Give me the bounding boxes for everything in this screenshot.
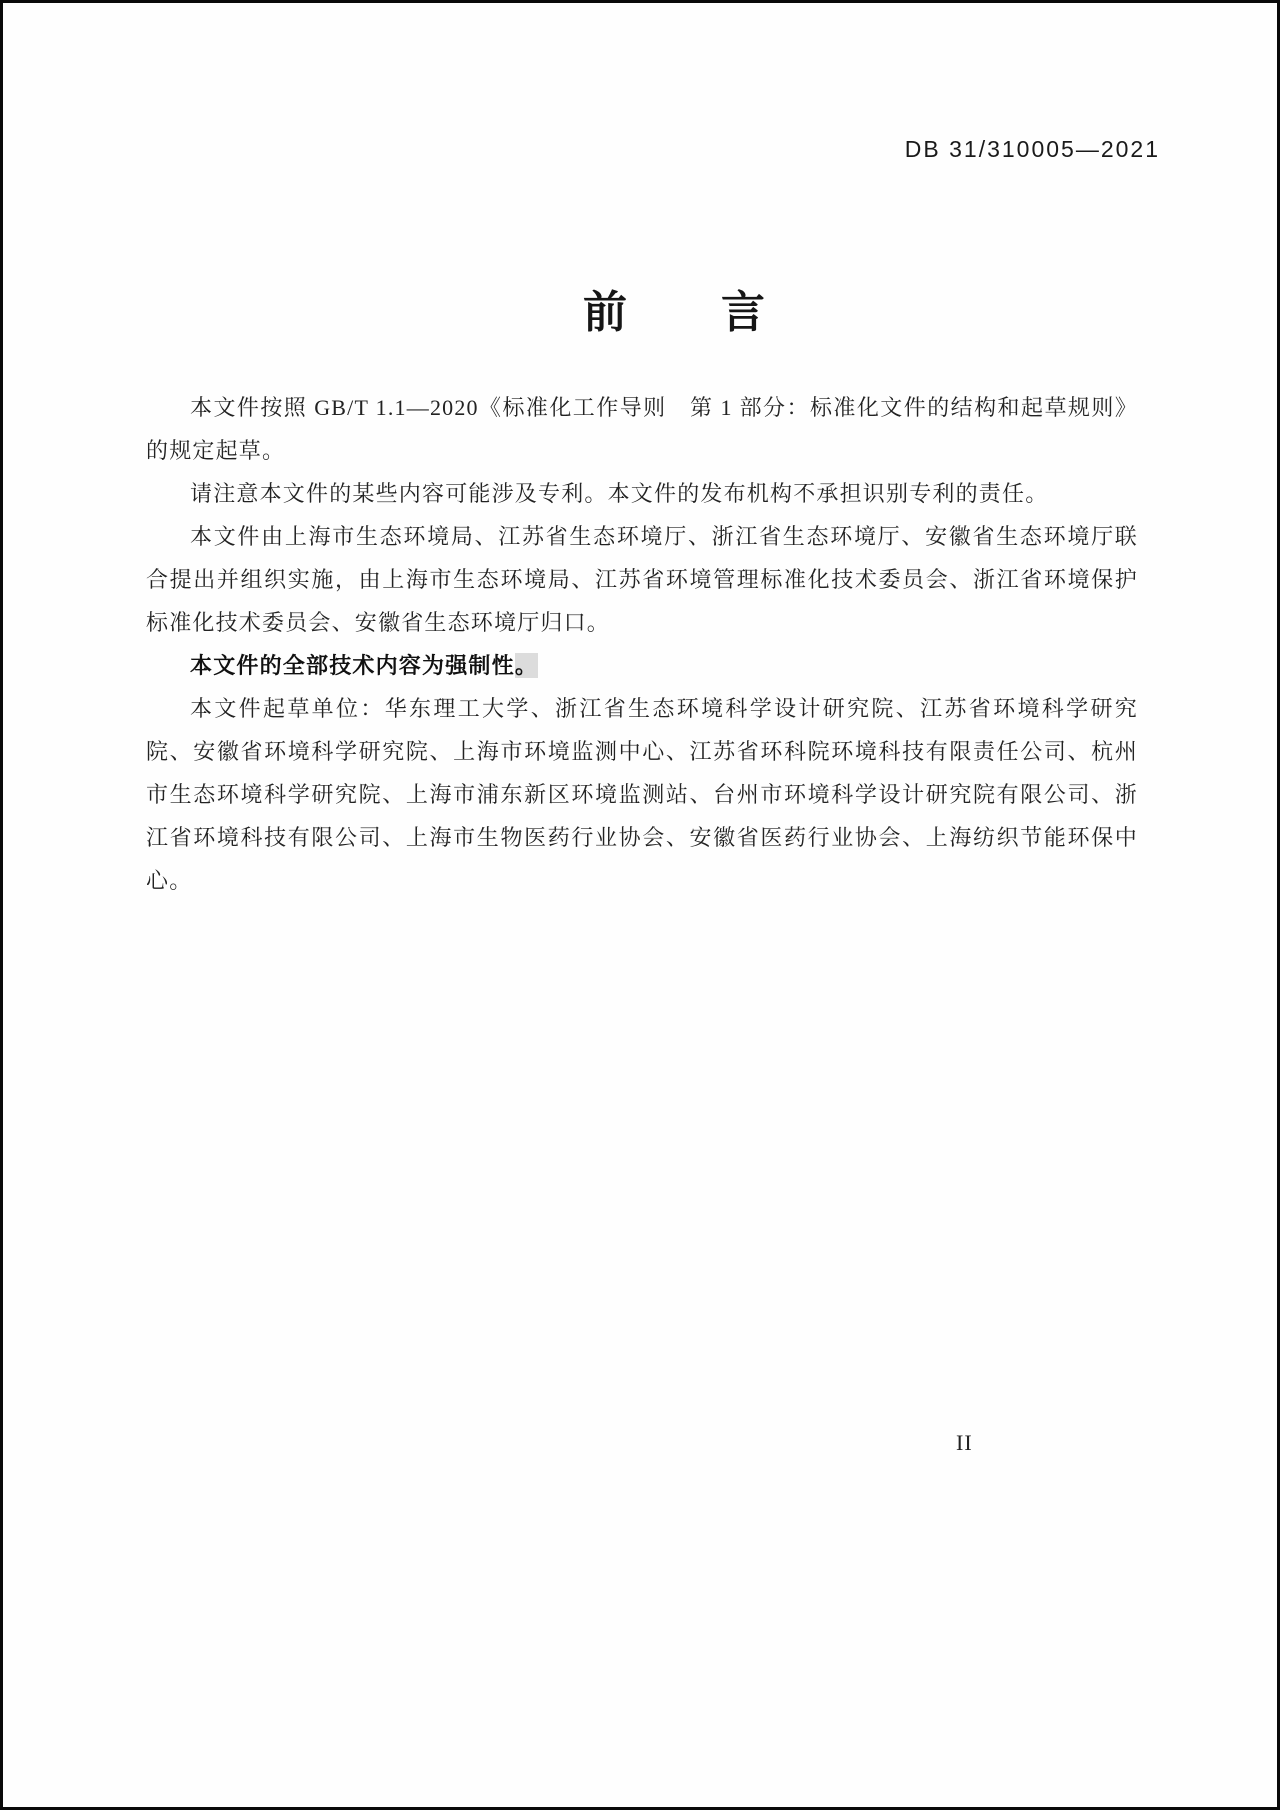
standard-code: DB 31/310005—2021	[904, 136, 1160, 162]
foreword-body	[146, 386, 1138, 902]
paragraph-mandatory-notice	[146, 644, 1138, 687]
paragraph-drafting-rules: 本文件按照 GB/T 1.1—2020《标准化工作导则 第 1 部分：标准化文件的结构和起草规则》的规定起草。	[146, 395, 1138, 463]
paragraph-drafting-organizations: 本文件起草单位：华东理工大学、浙江省生态环境科学设计研究院、江苏省环境科学研究院、安徽省环境科学研究院、上海市环境监测中心、江苏省环科院环境科技有限责任公司、杭州市生态环境科学研究院、上海市浦东新区环境监测站、台州市环境科学设计研究院有限公司、浙江省环境科技有限公司、上海市生物医药行业协会、安徽省医药行业协会、上海纺织节能环保中心。	[146, 696, 1138, 893]
page-title: 前 言	[583, 288, 767, 337]
paragraph-patent-notice: 请注意本文件的某些内容可能涉及专利。本文件的发布机构不承担识别专利的责任。	[190, 481, 1049, 506]
page-number: II	[956, 1430, 973, 1455]
mandatory-notice-text: 本文件的全部技术内容为强制性	[190, 653, 515, 678]
paragraph-proposing-bodies: 本文件由上海市生态环境局、江苏省生态环境厅、浙江省生态环境厅、安徽省生态环境厅联合提出并组织实施，由上海市生态环境局、江苏省环境管理标准化技术委员会、浙江省环境保护标准化技术委员会、安徽省生态环境厅归口。	[146, 524, 1138, 635]
mandatory-notice-period: 。	[514, 653, 539, 678]
